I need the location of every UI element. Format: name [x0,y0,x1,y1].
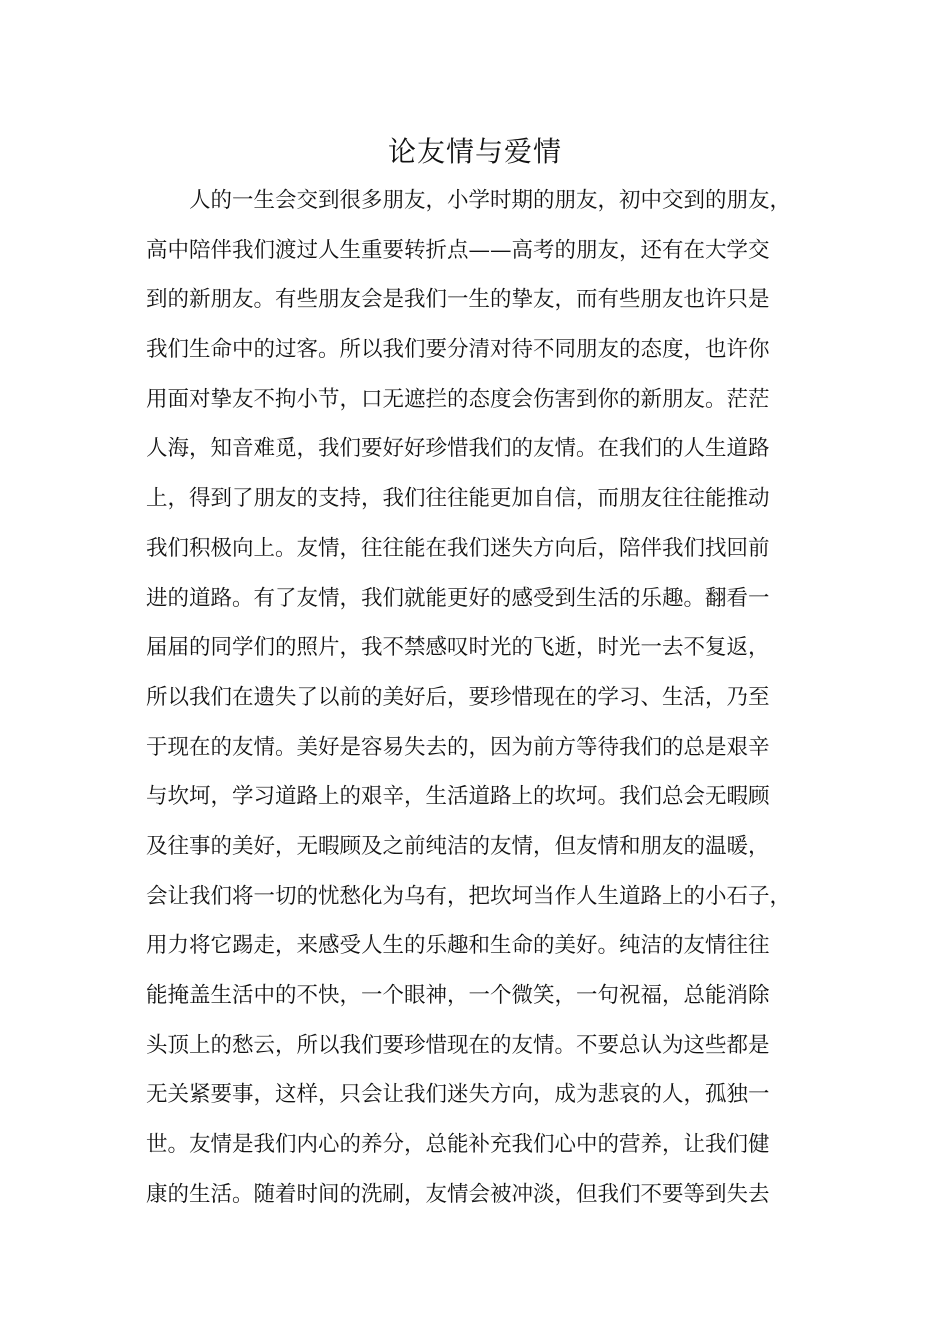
text-line: 与坎坷，学习道路上的艰辛，生活道路上的坎坷。我们总会无暇顾 [146,784,770,810]
text-line: 到的新朋友。有些朋友会是我们一生的挚友，而有些朋友也许只是 [146,287,770,313]
document-body [146,176,811,1219]
text-line: 世。友情是我们内心的养分，总能补充我们心中的营养，让我们健 [146,1132,770,1158]
text-line: 我们生命中的过客。所以我们要分清对待不同朋友的态度，也许你 [146,337,770,363]
text-line: 会让我们将一切的忧愁化为乌有，把坎坷当作人生道路上的小石子， [146,883,792,909]
text-line: 于现在的友情。美好是容易失去的，因为前方等待我们的总是艰辛 [146,734,770,760]
text-line: 人的一生会交到很多朋友，小学时期的朋友，初中交到的朋友， [189,188,792,213]
text-line: 所以我们在遗失了以前的美好后，要珍惜现在的学习、生活，乃至 [146,684,770,710]
text-line: 用力将它踢走，来感受人生的乐趣和生命的美好。纯洁的友情往往 [146,933,770,959]
text-line: 能掩盖生活中的不快，一个眼神，一个微笑，一句祝福，总能消除 [146,983,770,1008]
document-title: 论友情与爱情 [387,135,562,168]
text-line: 上，得到了朋友的支持，我们往往能更加自信，而朋友往往能推动 [146,486,770,512]
text-line: 康的生活。随着时间的洗刷，友情会被冲淡，但我们不要等到失去 [146,1181,770,1207]
text-line: 及往事的美好，无暇顾及之前纯洁的友情，但友情和朋友的温暖， [146,833,770,859]
text-line: 头顶上的愁云，所以我们要珍惜现在的友情。不要总认为这些都是 [146,1032,770,1058]
text-line: 进的道路。有了友情，我们就能更好的感受到生活的乐趣。翻看一 [146,585,770,611]
text-line: 人海，知音难觅，我们要好好珍惜我们的友情。在我们的人生道路 [146,436,770,462]
text-line: 用面对挚友不拘小节，口无遮拦的态度会伤害到你的新朋友。茫茫 [146,386,770,412]
text-line: 无关紧要事，这样，只会让我们迷失方向，成为悲哀的人，孤独一 [146,1082,770,1108]
text-line: 我们积极向上。友情，往往能在我们迷失方向后，陪伴我们找回前 [146,535,770,561]
text-line: 届届的同学们的照片，我不禁感叹时光的飞逝，时光一去不复返， [146,635,770,661]
text-line: 高中陪伴我们渡过人生重要转折点——高考的朋友，还有在大学交 [146,237,770,263]
